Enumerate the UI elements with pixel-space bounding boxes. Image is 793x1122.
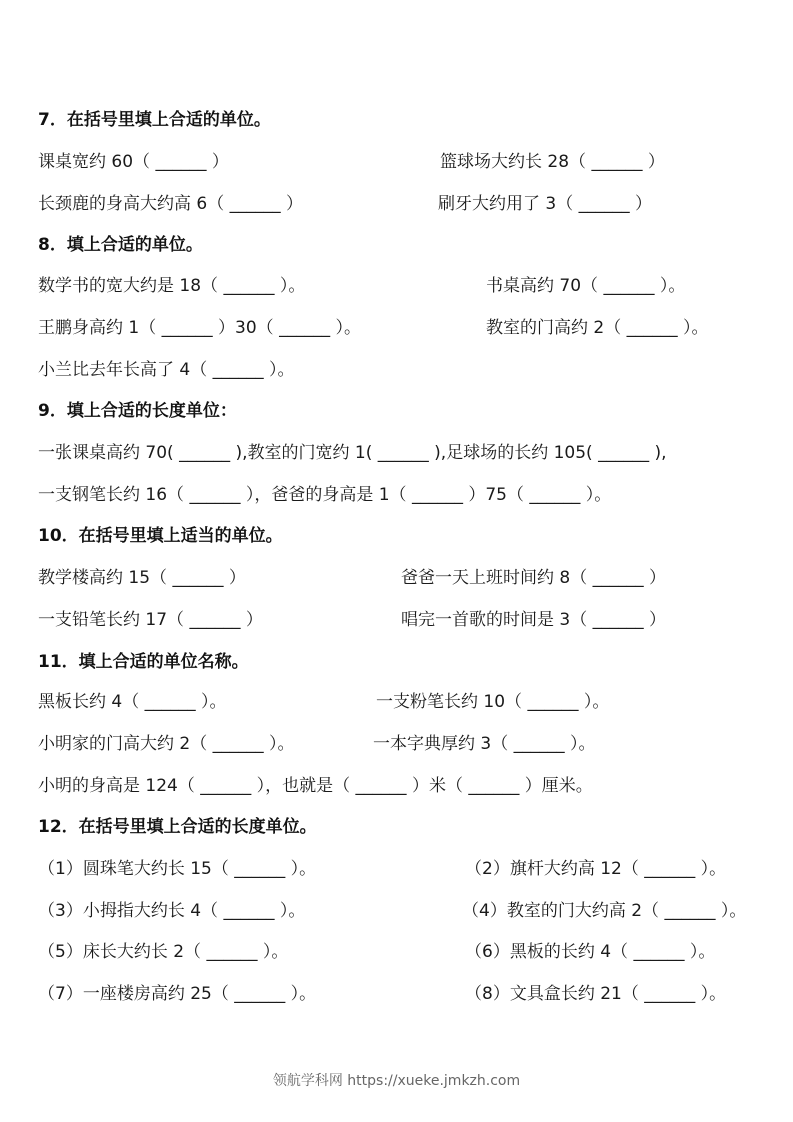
question-8-heading: 8．填上合适的单位。 [38,235,203,255]
q12-item-1: （1）圆珠笔大约长 15（ ______ ）。 [38,859,317,879]
question-11-heading: 11．填上合适的单位名称。 [38,652,249,672]
q12-item-8: （8）文具盒长约 21（ ______ ）。 [465,984,727,1004]
q8-item-1: 数学书的宽大约是 18（ ______ ）。 [38,276,306,296]
q12-item-7: （7）一座楼房高约 25（ ______ ）。 [38,984,317,1004]
q12-item-5: （5）床长大约长 2（ ______ ）。 [38,942,289,962]
q9-item-1: 一张课桌高约 70( ______ ),教室的门宽约 1( ______ ),足球场的长约 105( ______ ), [38,443,667,463]
q11-item-3: 小明家的门高大约 2（ ______ ）。 [38,734,295,754]
q7-item-2: 篮球场大约长 28（ ______ ） [440,152,665,172]
q8-item-4: 教室的门高约 2（ ______ ）。 [486,318,709,338]
question-12-heading: 12．在括号里填上合适的长度单位。 [38,817,317,837]
q11-item-1: 黑板长约 4（ ______ ）。 [38,692,227,712]
q8-item-2: 书桌高约 70（ ______ ）。 [486,276,686,296]
q7-item-1: 课桌宽约 60（ ______ ） [38,152,229,172]
q12-item-4: （4）教室的门大约高 2（ ______ ）。 [462,901,747,921]
q7-item-4: 刷牙大约用了 3（ ______ ） [438,194,653,214]
q10-item-4: 唱完一首歌的时间是 3（ ______ ） [401,610,667,630]
q11-item-4: 一本字典厚约 3（ ______ ）。 [373,734,596,754]
q12-item-6: （6）黑板的长约 4（ ______ ）。 [465,942,716,962]
q12-item-3: （3）小拇指大约长 4（ ______ ）。 [38,901,306,921]
q8-item-3: 王鹏身高约 1（ ______ ）30（ ______ ）。 [38,318,361,338]
q7-item-3: 长颈鹿的身高大约高 6（ ______ ） [38,194,304,214]
q12-item-2: （2）旗杆大约高 12（ ______ ）。 [465,859,727,879]
q11-item-2: 一支粉笔长约 10（ ______ ）。 [376,692,610,712]
question-10-heading: 10．在括号里填上适当的单位。 [38,526,283,546]
q8-item-5: 小兰比去年长高了 4（ ______ ）。 [38,360,295,380]
question-7-heading: 7．在括号里填上合适的单位。 [38,110,271,130]
q11-item-5: 小明的身高是 124（ ______ ），也就是（ ______ ）米（ ______ ）厘米。 [38,776,593,796]
q10-item-2: 爸爸一天上班时间约 8（ ______ ） [401,568,667,588]
footer-watermark: 领航学科网 https://xueke.jmkzh.com [272,1073,521,1089]
question-9-heading: 9．填上合适的长度单位： [38,401,237,421]
q10-item-3: 一支铅笔长约 17（ ______ ） [38,610,263,630]
q10-item-1: 教学楼高约 15（ ______ ） [38,568,246,588]
q9-item-2: 一支钢笔长约 16（ ______ ），爸爸的身高是 1（ ______ ）75（ ______ ）。 [38,485,612,505]
